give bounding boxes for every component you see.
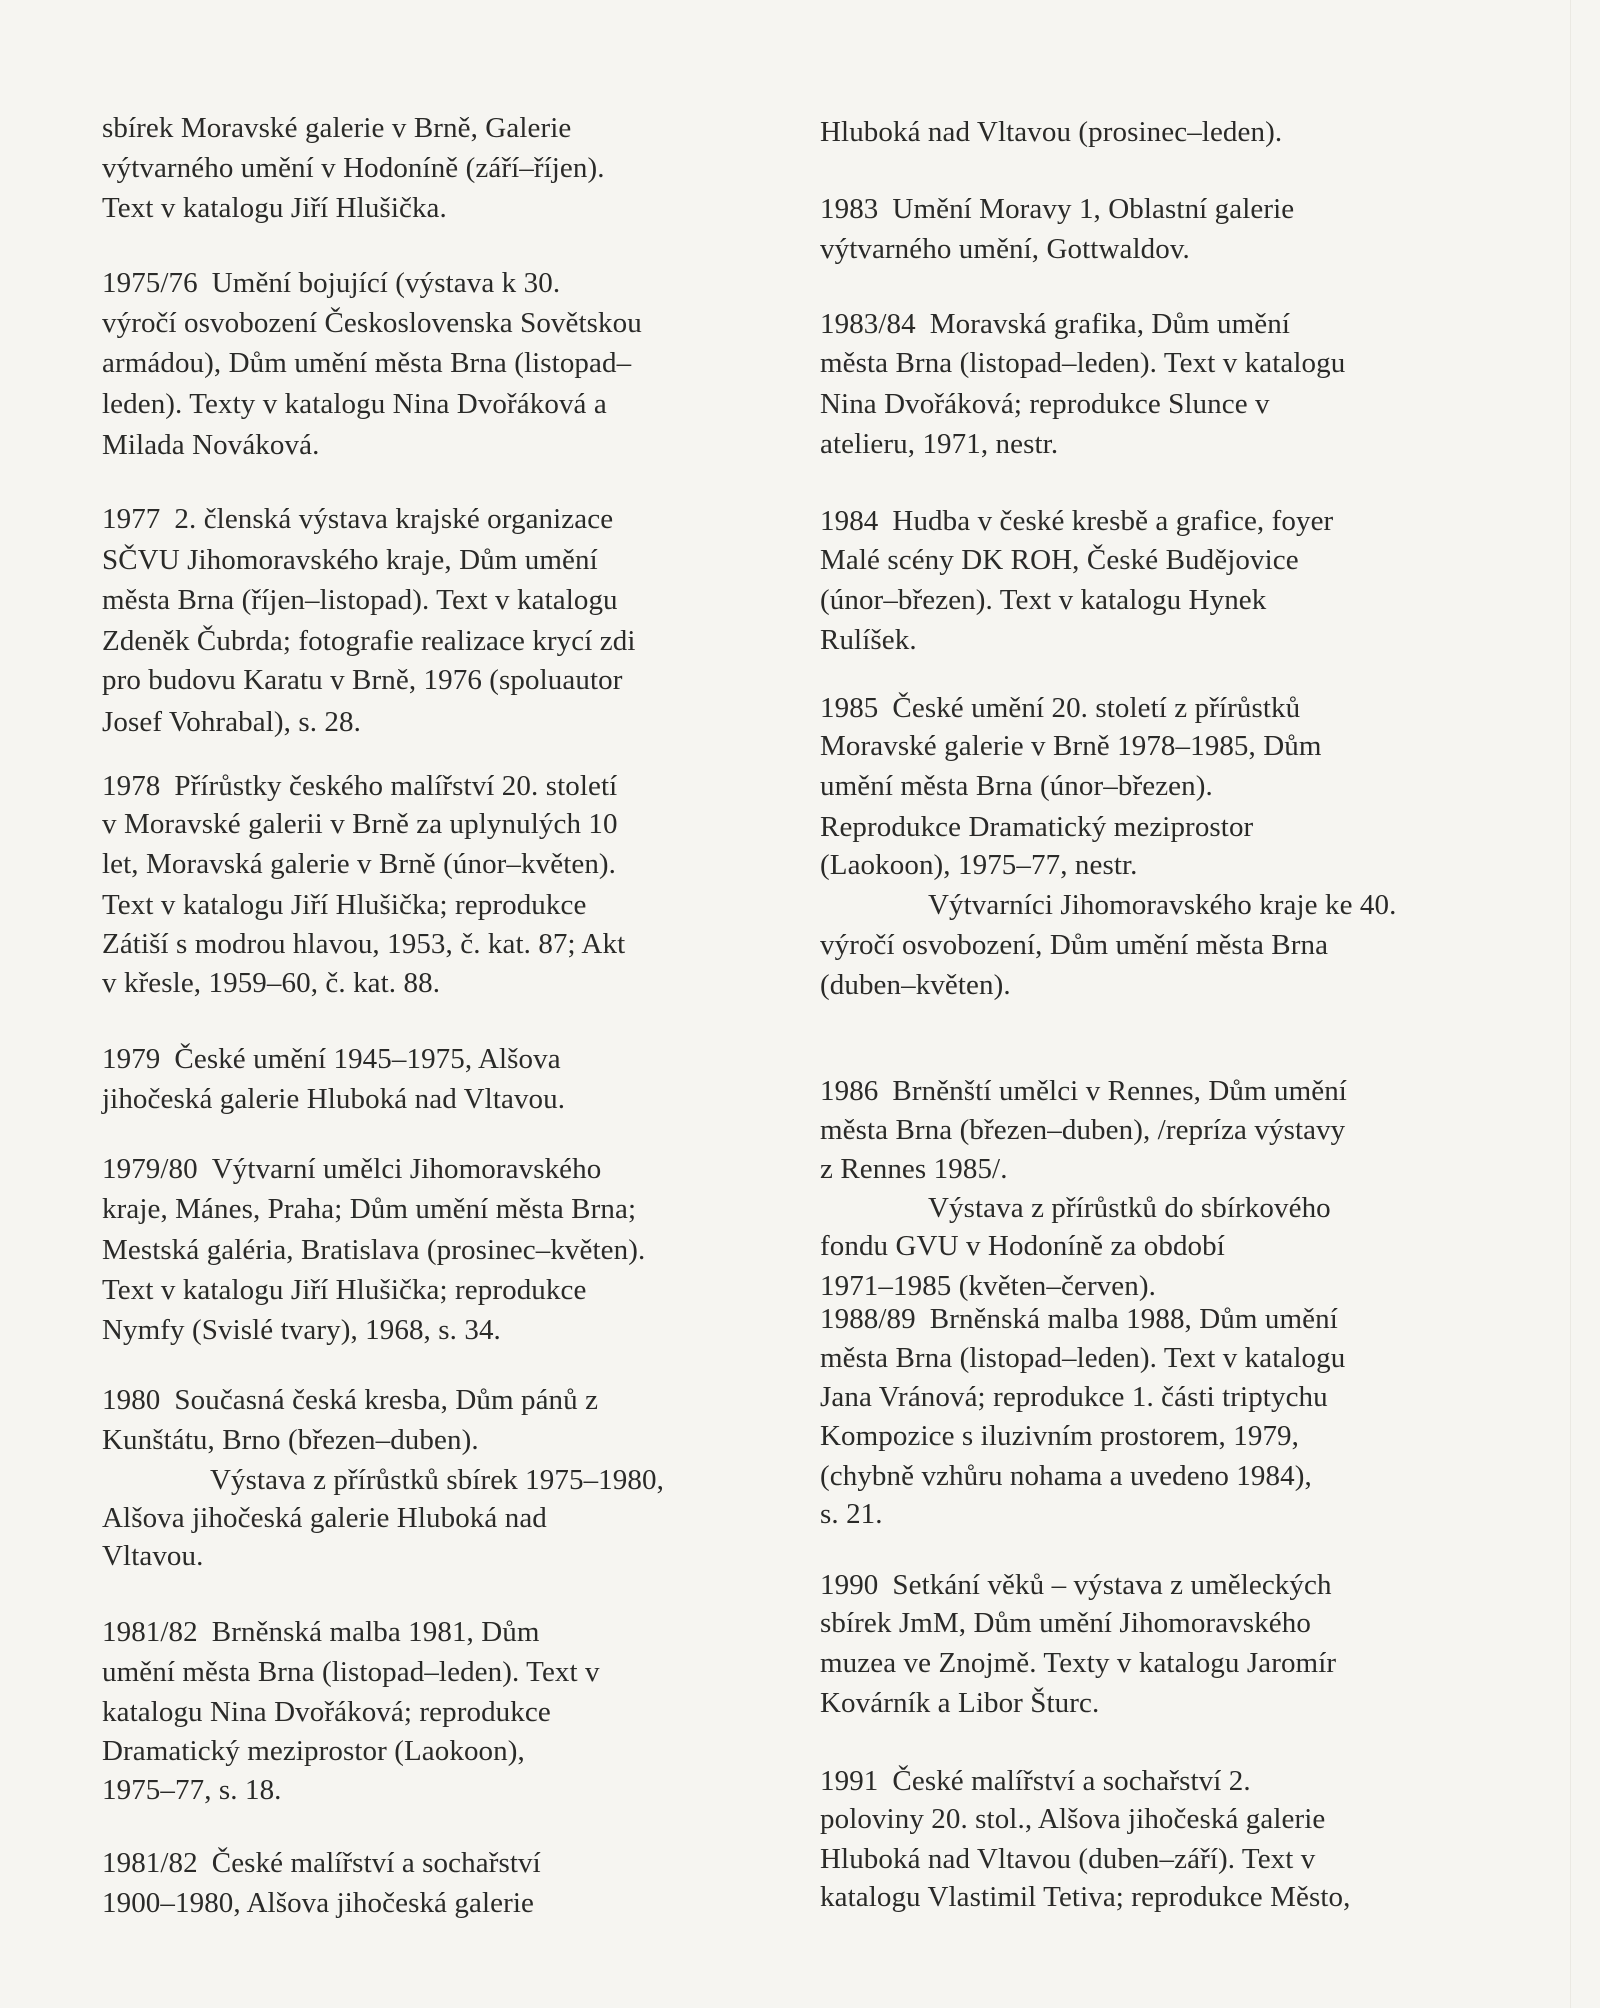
entry-line: let, Moravská galerie v Brně (únor–květen). bbox=[102, 848, 617, 880]
entry-line: s. 21. bbox=[820, 1498, 883, 1530]
entry-text: Umění bojující (výstava k 30. bbox=[211, 267, 561, 299]
entry-year: 1990 bbox=[820, 1569, 879, 1601]
entry-year: 1980 bbox=[102, 1384, 161, 1416]
entry-text: Umění Moravy 1, Oblastní galerie bbox=[892, 193, 1295, 225]
entry-year: 1981/82 bbox=[102, 1847, 198, 1879]
entry-text: České umění 1945–1975, Alšova bbox=[174, 1043, 561, 1075]
entry-line bbox=[820, 191, 1294, 227]
entry-line: Dramatický meziprostor (Laokoon), bbox=[102, 1735, 525, 1767]
sub-entry-line: fondu GVU v Hodoníně za období bbox=[820, 1230, 1225, 1262]
entry-line: Moravské galerie v Brně 1978–1985, Dům bbox=[820, 730, 1322, 762]
entry-line: poloviny 20. stol., Alšova jihočeská galerie bbox=[820, 1803, 1326, 1835]
entry-line: Kovárník a Libor Šturc. bbox=[820, 1687, 1100, 1719]
entry-line bbox=[820, 306, 1290, 342]
entry-line: Reprodukce Dramatický meziprostor bbox=[820, 811, 1254, 843]
entry-line: Rulíšek. bbox=[820, 624, 917, 656]
entry-line: (chybně vzhůru nohama a uvedeno 1984), bbox=[820, 1460, 1312, 1492]
entry-line: Text v katalogu Jiří Hlušička; reprodukce bbox=[102, 889, 587, 921]
entry-line: v Moravské galerii v Brně za uplynulých 10 bbox=[102, 808, 618, 840]
entry-line bbox=[102, 1041, 561, 1077]
entry-line: armádou), Dům umění města Brna (listopad– bbox=[102, 347, 632, 379]
entry-line: (únor–březen). Text v katalogu Hynek bbox=[820, 584, 1267, 616]
entry-line: leden). Texty v katalogu Nina Dvořáková a bbox=[102, 388, 607, 420]
entry-line: výtvarného umění, Gottwaldov. bbox=[820, 233, 1190, 265]
entry-text: Hudba v české kresbě a grafice, foyer bbox=[892, 505, 1334, 537]
entry-text: Moravská grafika, Dům umění bbox=[929, 308, 1291, 340]
sub-entry-line: Alšova jihočeská galerie Hluboká nad bbox=[102, 1502, 547, 1534]
entry-line bbox=[820, 1567, 1332, 1603]
entry-year: 1984 bbox=[820, 505, 879, 537]
entry-line bbox=[102, 265, 560, 301]
entry-line: kraje, Mánes, Praha; Dům umění města Brna; bbox=[102, 1193, 637, 1225]
entry-line: katalogu Nina Dvořáková; reprodukce bbox=[102, 1696, 551, 1728]
entry-line: sbírek Moravské galerie v Brně, Galerie bbox=[102, 112, 572, 144]
entry-year: 1983 bbox=[820, 193, 879, 225]
entry-line bbox=[102, 1614, 540, 1650]
entry-line: Milada Nováková. bbox=[102, 429, 320, 461]
entry-year: 1978 bbox=[102, 770, 161, 802]
entry-text: České umění 20. století z přírůstků bbox=[892, 692, 1301, 724]
entry-line bbox=[820, 1301, 1338, 1337]
entry-text: 2. členská výstava krajské organizace bbox=[174, 503, 614, 535]
entry-year: 1985 bbox=[820, 692, 879, 724]
entry-line: města Brna (březen–duben), /repríza výstavy bbox=[820, 1114, 1346, 1146]
entry-text: České malířství a sochařství bbox=[211, 1847, 541, 1879]
entry-line bbox=[102, 1382, 598, 1418]
entry-line: (Laokoon), 1975–77, nestr. bbox=[820, 849, 1138, 881]
entry-line: výtvarného umění v Hodoníně (září–říjen). bbox=[102, 152, 605, 184]
entry-line: Zátiší s modrou hlavou, 1953, č. kat. 87; Akt bbox=[102, 928, 626, 960]
entry-text: Současná česká kresba, Dům pánů z bbox=[174, 1384, 599, 1416]
entry-year: 1986 bbox=[820, 1075, 879, 1107]
entry-year: 1977 bbox=[102, 503, 161, 535]
sub-entry-line: Vltavou. bbox=[102, 1540, 204, 1572]
entry-line: SČVU Jihomoravského kraje, Dům umění bbox=[102, 544, 598, 576]
entry-line: Mestská galéria, Bratislava (prosinec–květen). bbox=[102, 1234, 646, 1266]
entry-line: Nymfy (Svislé tvary), 1968, s. 34. bbox=[102, 1314, 501, 1346]
entry-line: Text v katalogu Jiří Hlušička. bbox=[102, 192, 447, 224]
entry-line: výročí osvobození Československa Sovětskou bbox=[102, 307, 642, 339]
entry-line: města Brna (listopad–leden). Text v katalogu bbox=[820, 1342, 1346, 1374]
entry-line: muzea ve Znojmě. Texty v katalogu Jaromír bbox=[820, 1647, 1337, 1679]
entry-line: Hluboká nad Vltavou (prosinec–leden). bbox=[820, 116, 1283, 148]
entry-line: jihočeská galerie Hluboká nad Vltavou. bbox=[102, 1083, 566, 1115]
entry-line: Zdeněk Čubrda; fotografie realizace krycí zdi bbox=[102, 625, 636, 657]
entry-line bbox=[820, 690, 1300, 726]
entry-year: 1975/76 bbox=[102, 267, 198, 299]
entry-line: Josef Vohrabal), s. 28. bbox=[102, 706, 361, 738]
entry-line: pro budovu Karatu v Brně, 1976 (spoluautor bbox=[102, 664, 623, 696]
sub-entry-line: Výstava z přírůstků sbírek 1975–1980, bbox=[210, 1464, 664, 1496]
entry-line: Nina Dvořáková; reprodukce Slunce v bbox=[820, 388, 1270, 420]
entry-line bbox=[102, 501, 613, 537]
entry-line: umění města Brna (listopad–leden). Text v bbox=[102, 1656, 600, 1688]
entry-year: 1979 bbox=[102, 1043, 161, 1075]
entry-line bbox=[820, 1073, 1347, 1109]
entry-line: Kompozice s iluzivním prostorem, 1979, bbox=[820, 1420, 1300, 1452]
entry-line: Hluboká nad Vltavou (duben–září). Text v bbox=[820, 1843, 1316, 1875]
entry-text: Brněnská malba 1988, Dům umění bbox=[929, 1303, 1338, 1335]
entry-year: 1983/84 bbox=[820, 308, 916, 340]
entry-line bbox=[102, 768, 617, 804]
entry-line: katalogu Vlastimil Tetiva; reprodukce Město, bbox=[820, 1881, 1351, 1913]
entry-year: 1979/80 bbox=[102, 1153, 198, 1185]
entry-line bbox=[102, 1845, 541, 1881]
entry-line bbox=[820, 503, 1333, 539]
entry-line: z Rennes 1985/. bbox=[820, 1153, 1008, 1185]
entry-line: v křesle, 1959–60, č. kat. 88. bbox=[102, 967, 441, 999]
sub-entry-line: výročí osvobození, Dům umění města Brna bbox=[820, 929, 1329, 961]
entry-year: 1991 bbox=[820, 1765, 879, 1797]
entry-line: umění města Brna (únor–březen). bbox=[820, 770, 1213, 802]
entry-line: Malé scény DK ROH, České Budějovice bbox=[820, 544, 1299, 576]
entry-line: sbírek JmM, Dům umění Jihomoravského bbox=[820, 1607, 1311, 1639]
entry-line: 1975–77, s. 18. bbox=[102, 1774, 282, 1806]
entry-line: Jana Vránová; reprodukce 1. části triptychu bbox=[820, 1381, 1328, 1413]
entry-text: Setkání věků – výstava z uměleckých bbox=[892, 1569, 1332, 1601]
entry-line: atelieru, 1971, nestr. bbox=[820, 428, 1059, 460]
sub-entry-line: Výstava z přírůstků do sbírkového bbox=[928, 1192, 1331, 1224]
entry-text: Přírůstky českého malířství 20. století bbox=[174, 770, 618, 802]
page-edge bbox=[1570, 0, 1571, 2008]
entry-line: Text v katalogu Jiří Hlušička; reprodukce bbox=[102, 1274, 587, 1306]
sub-entry-line: (duben–květen). bbox=[820, 969, 1011, 1001]
entry-line: města Brna (listopad–leden). Text v katalogu bbox=[820, 347, 1346, 379]
entry-text: Výtvarní umělci Jihomoravského bbox=[211, 1153, 602, 1185]
entry-line: 1900–1980, Alšova jihočeská galerie bbox=[102, 1887, 534, 1919]
entry-text: Brněnská malba 1981, Dům bbox=[211, 1616, 540, 1648]
sub-entry-line: 1971–1985 (květen–červen). bbox=[820, 1270, 1156, 1302]
entry-year: 1988/89 bbox=[820, 1303, 916, 1335]
entry-line bbox=[102, 1151, 601, 1187]
entry-text: České malířství a sochařství 2. bbox=[892, 1765, 1251, 1797]
entry-year: 1981/82 bbox=[102, 1616, 198, 1648]
entry-line: Kunštátu, Brno (březen–duben). bbox=[102, 1424, 479, 1456]
entry-line: města Brna (říjen–listopad). Text v katalogu bbox=[102, 584, 618, 616]
sub-entry-line: Výtvarníci Jihomoravského kraje ke 40. bbox=[928, 889, 1397, 921]
entry-text: Brněnští umělci v Rennes, Dům umění bbox=[892, 1075, 1347, 1107]
entry-line bbox=[820, 1763, 1251, 1799]
